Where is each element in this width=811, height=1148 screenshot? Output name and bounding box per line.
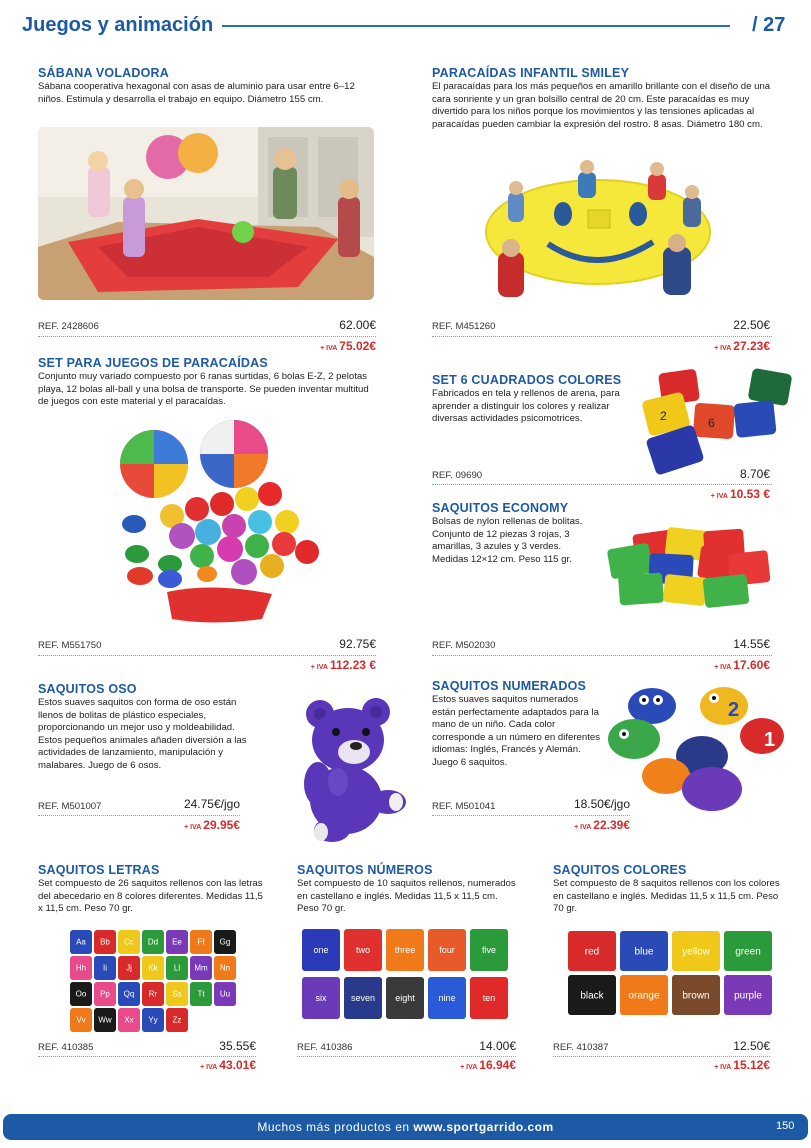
product-ref-numeros: REF. 410386 xyxy=(297,1042,353,1053)
product-price-sabana: 62.00€ xyxy=(339,318,376,332)
product-photo-cuadrados xyxy=(630,366,800,476)
product-price-cuadrados: 8.70€ xyxy=(739,467,770,481)
header-divider xyxy=(222,25,730,27)
letra-bag-label: Pp xyxy=(100,989,110,999)
product-price-numeros: 14.00€ xyxy=(479,1039,516,1053)
product-photo-paracaidas xyxy=(478,152,718,307)
product-photo-sabana xyxy=(38,127,374,300)
letra-bag-label: Ss xyxy=(172,989,182,999)
product-price-numerados: 18.50€/jgo xyxy=(573,797,630,811)
section-title: Juegos y animación xyxy=(22,14,214,36)
product-ref-letras: REF. 410385 xyxy=(38,1042,94,1053)
product-photo-oso xyxy=(296,692,411,844)
product-desc-numeros: Set compuesto de 10 saquitos rellenos, numerados en castellano e inglés. Medidas 11,5 x 11,5 cm. Peso 70 gr. xyxy=(297,878,516,915)
product-iva-sabana: + IVA 75.02€ xyxy=(320,339,376,353)
dotted-divider xyxy=(38,815,240,816)
letra-bag-label: Rr xyxy=(148,989,158,999)
color-bag-label: orange xyxy=(628,990,660,1002)
product-ref-cuadrados: REF. 09690 xyxy=(432,470,483,481)
letra-bag-label: Ee xyxy=(172,937,182,947)
product-photo-letras xyxy=(66,928,242,1033)
product-title-economy: SAQUITOS ECONOMY xyxy=(432,501,569,515)
product-iva-paracaidas: + IVA 27.23€ xyxy=(714,339,770,353)
product-iva-colores: + IVA 15.12€ xyxy=(714,1058,770,1072)
product-price-economy: 14.55€ xyxy=(733,637,770,651)
product-ref-colores: REF. 410387 xyxy=(553,1042,609,1053)
letra-bag-label: Cc xyxy=(124,937,134,947)
letra-bag-label: Qq xyxy=(123,989,135,999)
product-photo-set-juegos xyxy=(112,414,332,628)
letra-bag-label: Ff xyxy=(197,937,205,947)
dotted-divider xyxy=(38,655,376,656)
color-bag-label: red xyxy=(584,946,600,958)
product-desc-paracaidas: El paracaídas para los más pequeños en amarillo brillante con el diseño de una cara sonriente y un gran bolsillo central de 20 cm. Este paracaídas es muy divertido para los niños porque los movimientos y las tensiones aplicadas al paracaídas pueden cambiar la expresión del rostro. 8 asas. Diámetro 180 cm. xyxy=(432,81,771,130)
letra-bag-label: Xx xyxy=(124,1015,134,1025)
letra-bag-label: Ll xyxy=(173,963,181,973)
product-title-paracaidas: PARACAÍDAS INFANTIL SMILEY xyxy=(432,66,630,80)
color-bag-label: green xyxy=(735,946,761,958)
dotted-divider xyxy=(38,336,376,337)
letra-bag-label: Vv xyxy=(76,1015,86,1025)
numero-bag-label: eight xyxy=(395,993,415,1003)
product-iva-set-juegos: + IVA 112.23 € xyxy=(310,658,376,672)
page-number: 150 xyxy=(776,1120,795,1132)
numero-bag-label: six xyxy=(315,993,327,1003)
product-photo-numeros xyxy=(300,925,512,1020)
dotted-divider xyxy=(432,484,772,485)
letra-bag-label: Jj xyxy=(126,963,132,973)
letra-bag-label: Bb xyxy=(100,937,110,947)
color-bag-label: blue xyxy=(634,946,654,958)
product-price-set-juegos: 92.75€ xyxy=(339,637,376,651)
numero-bag-label: four xyxy=(439,945,455,955)
svg-text:6: 6 xyxy=(708,416,715,430)
letra-bag-label: Yy xyxy=(148,1015,158,1025)
product-ref-set-juegos: REF. M551750 xyxy=(38,640,102,651)
product-iva-cuadrados: + IVA 10.53 € xyxy=(710,487,770,501)
dotted-divider xyxy=(432,336,772,337)
letra-bag-label: Dd xyxy=(147,937,159,947)
product-iva-economy: + IVA 17.60€ xyxy=(714,658,770,672)
letra-bag-label: Hh xyxy=(75,963,87,973)
product-iva-letras: + IVA 43.01€ xyxy=(200,1058,256,1072)
product-ref-economy: REF. M502030 xyxy=(432,640,496,651)
product-desc-letras: Set compuesto de 26 saquitos rellenos con las letras del abecedario en 8 colores diferentes. Medidas 11,5 x 11,5 cm. Peso 70 gr. xyxy=(38,878,263,915)
letra-bag-label: Ii xyxy=(103,963,107,973)
numero-bag-label: seven xyxy=(350,993,376,1003)
product-iva-numeros: + IVA 16.94€ xyxy=(460,1058,516,1072)
letra-bag-label: Zz xyxy=(172,1015,182,1025)
dotted-divider xyxy=(38,1056,256,1057)
product-desc-oso: Estos suaves saquitos con forma de oso están llenos de bolitas de plástico especiales, proporcionando un mejor uso y moldeabilidad. Estos pequeños animales añaden diversión a las actividades de lanzamiento, manipulación y malabares. Juego de 6 osos. xyxy=(38,697,247,771)
product-ref-paracaidas: REF. M451260 xyxy=(432,321,496,332)
product-title-letras: SAQUITOS LETRAS xyxy=(38,863,160,877)
product-ref-numerados: REF. M501041 xyxy=(432,801,496,812)
product-price-oso: 24.75€/jgo xyxy=(183,797,240,811)
numero-bag-label: two xyxy=(355,945,371,955)
product-photo-colores xyxy=(566,929,778,1017)
product-title-numerados: SAQUITOS NUMERADOS xyxy=(432,679,587,693)
product-ref-oso: REF. M501007 xyxy=(38,801,102,812)
numero-bag-label: one xyxy=(313,945,329,955)
product-iva-numerados: + IVA 22.39€ xyxy=(574,818,630,832)
product-photo-numerados xyxy=(604,684,786,814)
product-desc-economy: Bolsas de nylon rellenas de bolitas. Conjunto de 12 piezas 3 rojas, 3 amarillas, 3 azules y 3 verdes. Medidas 12×12 cm. Peso 115 gr. xyxy=(432,516,583,565)
letra-bag-label: Kk xyxy=(148,963,158,973)
letra-bag-label: Gg xyxy=(219,937,231,947)
product-price-colores: 12.50€ xyxy=(733,1039,770,1053)
letra-bag-label: Tt xyxy=(197,989,205,999)
product-title-numeros: SAQUITOS NÚMEROS xyxy=(297,863,433,877)
product-title-oso: SAQUITOS OSO xyxy=(38,682,137,696)
product-price-letras: 35.55€ xyxy=(219,1039,256,1053)
letra-bag-label: Mm xyxy=(194,963,208,973)
product-desc-set-juegos: Conjunto muy variado compuesto por 6 ranas surtidas, 6 bolas E-Z, 2 pelotas playa, 12 bolas all-ball y una bolsa de transporte. Se pueden inventar multitud de juegos con este material y el paracaídas. xyxy=(38,371,369,408)
color-bag-label: yellow xyxy=(682,946,710,958)
letra-bag-label: Oo xyxy=(75,989,87,999)
product-title-cuadrados: SET 6 CUADRADOS COLORES xyxy=(432,373,622,387)
product-price-paracaidas: 22.50€ xyxy=(733,318,770,332)
letra-bag-label: Nn xyxy=(219,963,231,973)
color-bag-label: black xyxy=(580,990,604,1002)
product-title-set-juegos: SET PARA JUEGOS DE PARACAÍDAS xyxy=(38,356,268,370)
footer-text: Muchos más productos en www.sportgarrido.com xyxy=(257,1120,554,1134)
product-desc-cuadrados: Fabricados en tela y rellenos de arena, para aprender a distinguir los colores y realizar diversas actividades psicomotrices. xyxy=(432,388,620,425)
numero-bag-label: three xyxy=(394,945,416,955)
letra-bag-label: Uu xyxy=(219,989,231,999)
color-bag-label: brown xyxy=(682,990,710,1002)
dotted-divider xyxy=(553,1056,770,1057)
product-iva-oso: + IVA 29.95€ xyxy=(184,818,240,832)
svg-text:2: 2 xyxy=(660,409,667,423)
product-desc-sabana: Sábana cooperativa hexagonal con asas de aluminio para usar entre 6–12 niños. Estimula y desarrolla el trabajo en equipo. Diámetro 155 cm. xyxy=(38,81,355,105)
numero-bag-label: ten xyxy=(482,993,496,1003)
footer-url-link[interactable]: www.sportgarrido.com xyxy=(413,1120,554,1134)
letra-bag-label: Ww xyxy=(98,1015,112,1025)
letra-bag-label: Aa xyxy=(76,937,86,947)
dotted-divider xyxy=(297,1056,516,1057)
product-desc-numerados: Estos suaves saquitos numerados están perfectamente adaptados para la mano de un niño. Cada color corresponde a un número en diferentes idiomas: Inglés, Francés y Alemán. Juego 6 saquitos. xyxy=(432,694,600,768)
bag-number: 2 xyxy=(728,699,740,721)
product-desc-colores: Set compuesto de 8 saquitos rellenos con los colores en castellano e inglés. Medidas 11,5 x 11,5 cm. Peso 70 gr. xyxy=(553,878,780,915)
product-photo-economy xyxy=(604,524,774,609)
dotted-divider xyxy=(432,655,772,656)
product-title-colores: SAQUITOS COLORES xyxy=(553,863,687,877)
numero-bag-label: nine xyxy=(438,993,456,1003)
color-bag-label: purple xyxy=(734,990,762,1002)
product-ref-sabana: REF. 2428606 xyxy=(38,321,99,332)
dotted-divider xyxy=(432,815,630,816)
product-title-sabana: SÁBANA VOLADORA xyxy=(38,66,170,80)
numero-bag-label: five xyxy=(481,945,497,955)
bag-number: 1 xyxy=(764,729,776,751)
section-page-number: / 27 xyxy=(752,14,786,36)
